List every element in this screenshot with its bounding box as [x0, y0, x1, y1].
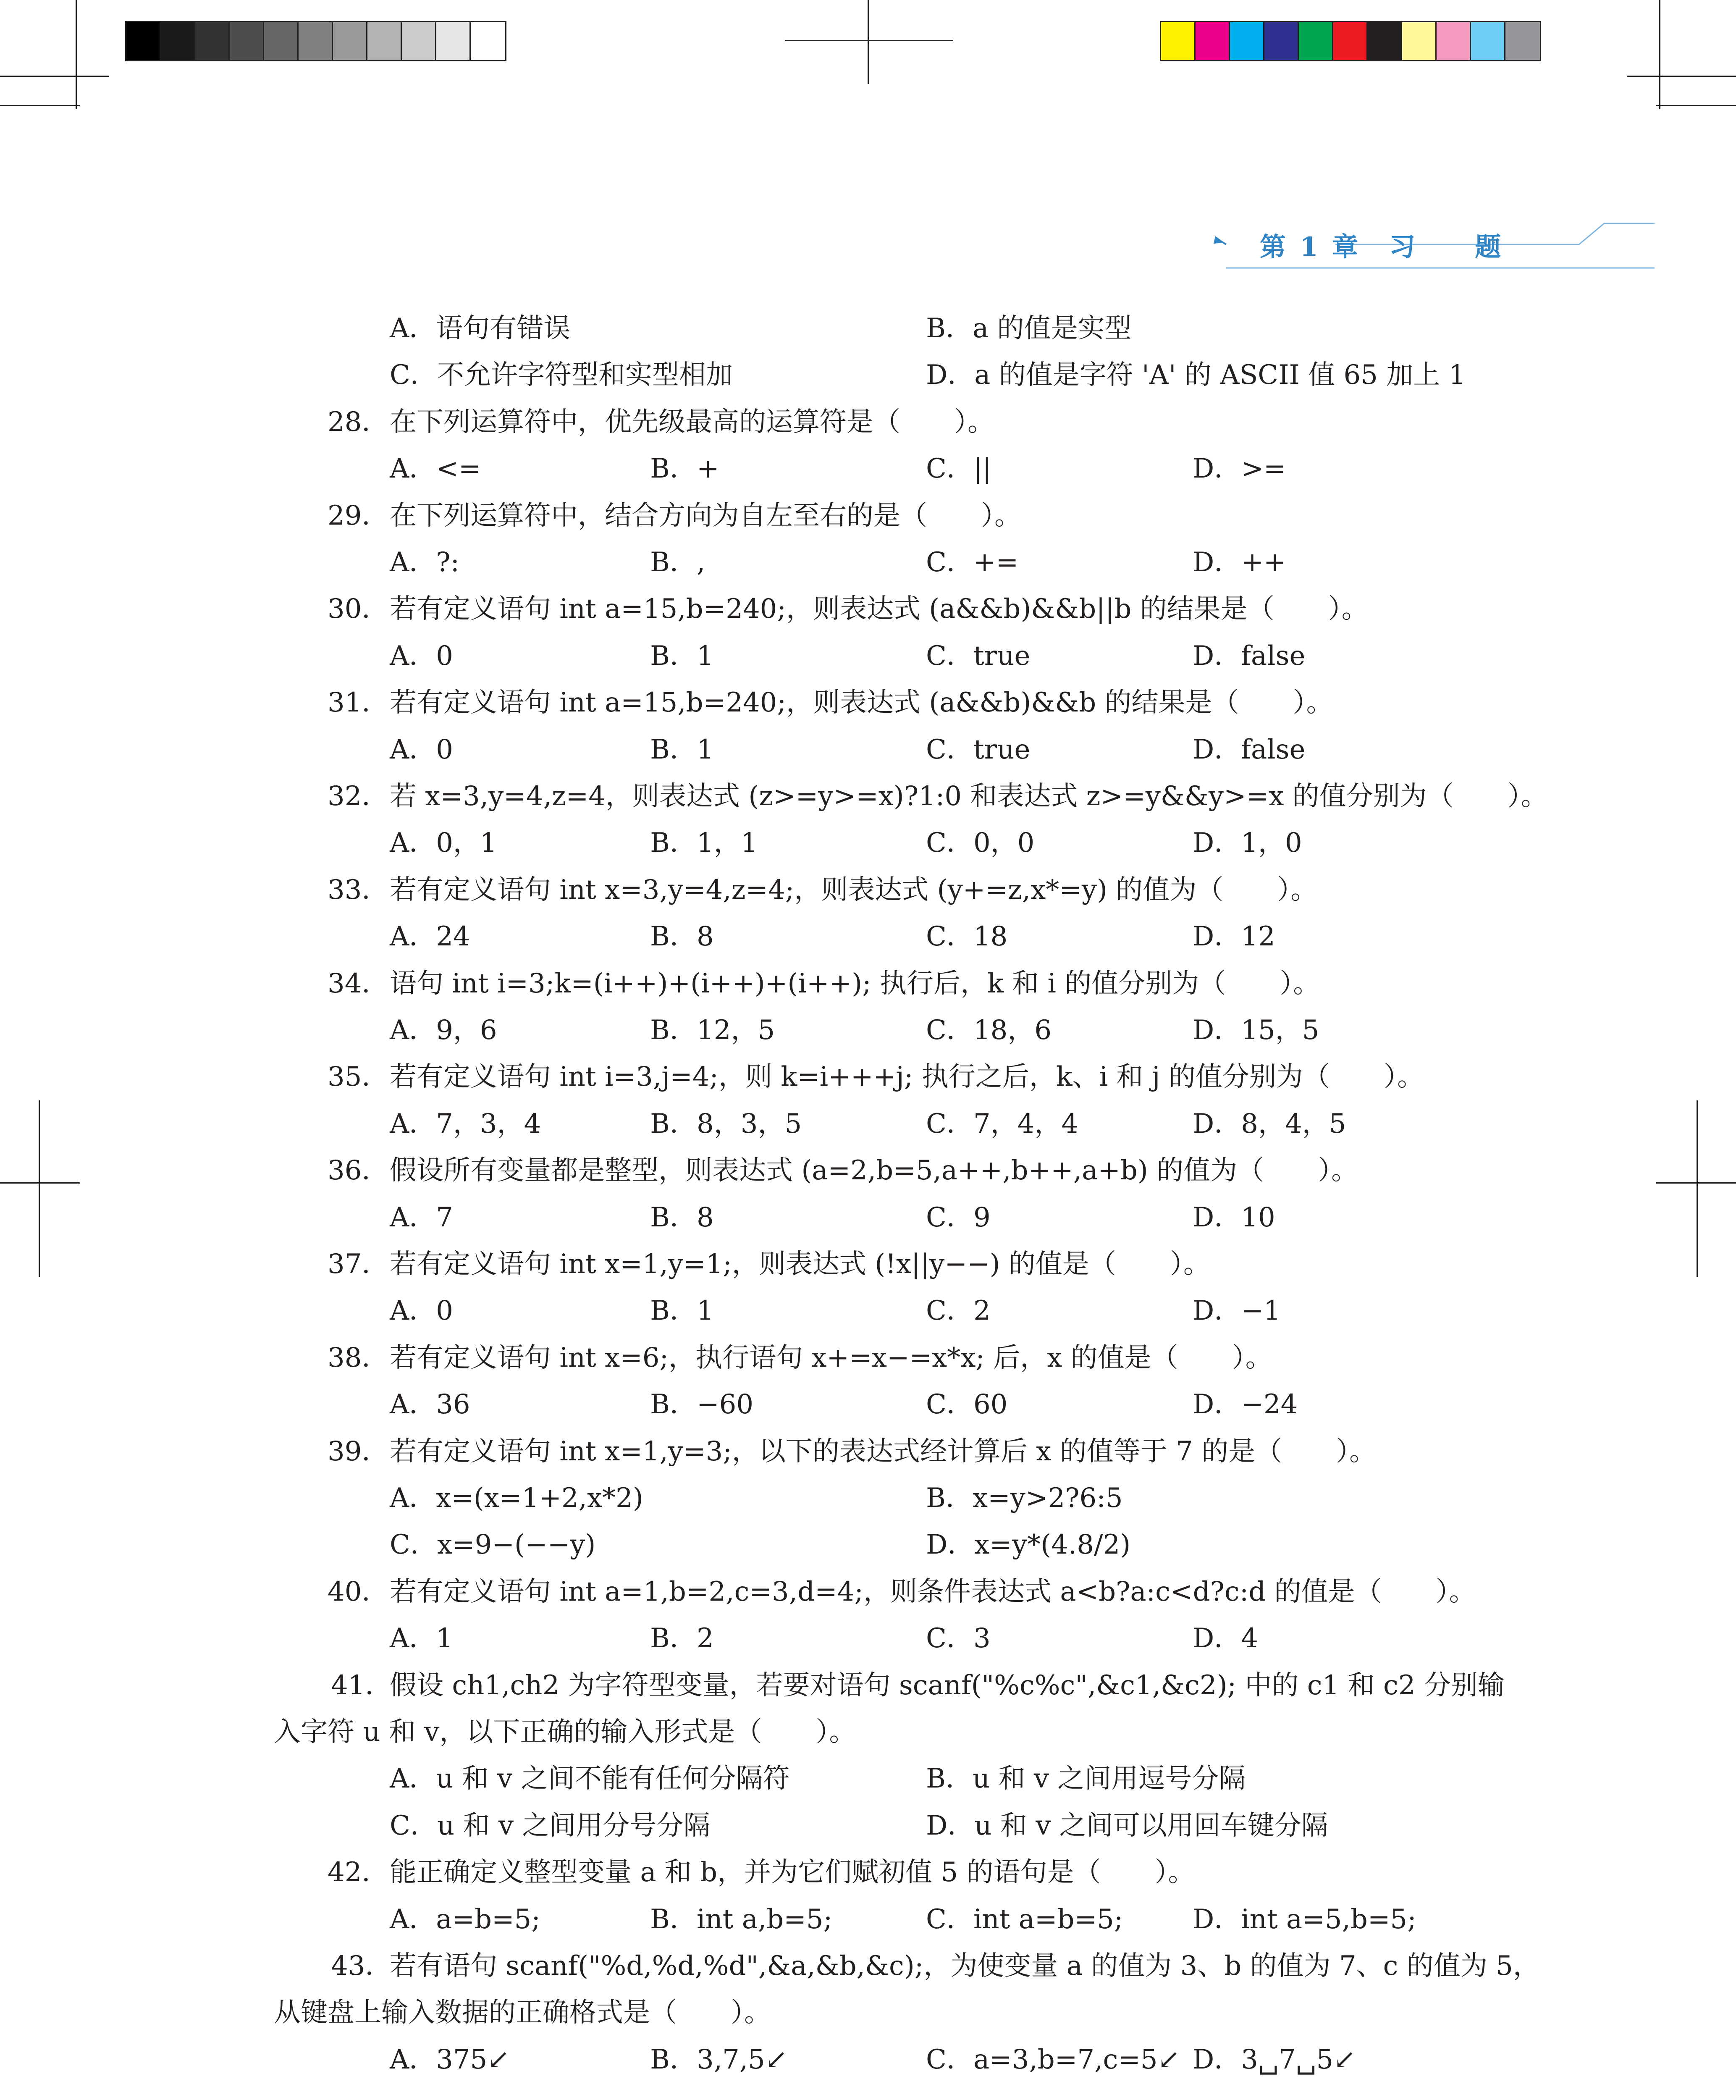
- question-number: 28．: [328, 407, 389, 438]
- question-number: 35．: [328, 1061, 389, 1092]
- answer-option: B．1，1: [650, 827, 758, 858]
- answer-option: A．u 和 v 之间不能有任何分隔符: [390, 1763, 790, 1794]
- answer-option: A．?:: [390, 547, 460, 578]
- question-text: 在下列运算符中，结合方向为自左至右的是（ ）。: [390, 500, 1021, 531]
- answer-option: C．+=: [926, 547, 1019, 578]
- answer-option: C．||: [926, 453, 992, 484]
- answer-option: D．x=y*(4.8/2): [926, 1529, 1131, 1560]
- question-text: 若有定义语句 int a=15,b=240;，则表达式 (a&&b)&&b 的结果是（ ）。: [390, 687, 1333, 718]
- question-number: 39．: [328, 1436, 389, 1467]
- chapter-title: 第 1 章 习 题: [1260, 231, 1504, 262]
- color-swatch: [161, 22, 195, 60]
- color-swatch: [1437, 22, 1471, 60]
- color-swatch: [195, 22, 230, 60]
- answer-option: C．x=9−(−−y): [390, 1529, 596, 1560]
- answer-option: B．1: [650, 734, 714, 765]
- color-swatch: [1299, 22, 1333, 60]
- answer-option: D．3␣7␣5↙: [1193, 2044, 1356, 2075]
- answer-option: B．8: [650, 921, 714, 952]
- answer-option: A．9，6: [390, 1015, 497, 1046]
- answer-option: A．x=(x=1+2,x*2): [390, 1483, 643, 1514]
- answer-option: B．1: [650, 1295, 714, 1326]
- answer-option: B．+: [650, 453, 719, 484]
- answer-option: A．7，3，4: [390, 1108, 541, 1139]
- question-text: 入字符 u 和 v，以下正确的输入形式是（ ）。: [274, 1717, 856, 1748]
- answer-option: D．12: [1193, 921, 1275, 952]
- answer-option: A．<=: [390, 453, 481, 484]
- color-swatch: [1505, 22, 1540, 60]
- answer-option: A．36: [390, 1389, 470, 1420]
- question-text: 若 x=3,y=4,z=4，则表达式 (z>=y>=x)?1:0 和表达式 z>=y&&y>=x 的值分别为（ ）。: [390, 781, 1548, 812]
- question-number: 34．: [328, 968, 389, 999]
- answer-option: C．int a=b=5;: [926, 1904, 1123, 1935]
- question-text: 能正确定义整型变量 a 和 b，并为它们赋初值 5 的语句是（ ）。: [390, 1857, 1195, 1888]
- answer-option: A．0: [390, 640, 453, 672]
- question-text: 若有定义语句 int a=1,b=2,c=3,d=4;，则条件表达式 a<b?a:c<d?c:d 的值是（ ）。: [390, 1576, 1476, 1607]
- answer-option: A．1: [390, 1623, 453, 1654]
- question-text: 若有定义语句 int x=1,y=1;，则表达式 (!x||y−−) 的值是（ ）。: [390, 1249, 1210, 1280]
- answer-option: D．a 的值是字符 'A' 的 ASCII 值 65 加上 1: [926, 360, 1466, 391]
- answer-option: C．3: [926, 1623, 991, 1654]
- answer-option: B．int a,b=5;: [650, 1904, 833, 1935]
- color-swatch: [333, 22, 367, 60]
- question-number: 36．: [328, 1155, 389, 1186]
- answer-option: C．60: [926, 1389, 1008, 1420]
- question-number: 32．: [328, 781, 389, 812]
- answer-option: D．−1: [1193, 1295, 1281, 1326]
- color-swatch: [126, 22, 161, 60]
- question-text: 在下列运算符中，优先级最高的运算符是（ ）。: [390, 407, 994, 438]
- question-number: 31．: [328, 687, 389, 718]
- color-swatch: [1230, 22, 1264, 60]
- question-number: 30．: [328, 593, 389, 625]
- answer-option: A．0，1: [390, 827, 497, 858]
- answer-option: B．2: [650, 1623, 714, 1654]
- question-number: 33．: [328, 874, 389, 906]
- question-text: 假设 ch1,ch2 为字符型变量，若要对语句 scanf("%c%c",&c1,&c2); 中的 c1 和 c2 分别输: [390, 1670, 1505, 1701]
- answer-option: C．9: [926, 1202, 991, 1233]
- answer-option: A．7: [390, 1202, 453, 1233]
- answer-option: B．8: [650, 1202, 714, 1233]
- color-swatch: [1333, 22, 1368, 60]
- answer-option: C．18: [926, 921, 1008, 952]
- answer-option: D．u 和 v 之间可以用回车键分隔: [926, 1810, 1328, 1841]
- question-text: 若有定义语句 int a=15,b=240;，则表达式 (a&&b)&&b||b 的结果是（ ）。: [390, 593, 1369, 625]
- answer-option: C．18，6: [926, 1015, 1052, 1046]
- answer-option: D．false: [1193, 640, 1306, 672]
- question-text: 从键盘上输入数据的正确格式是（ ）。: [274, 1997, 771, 2028]
- answer-option: C．true: [926, 640, 1031, 672]
- answer-option: A．0: [390, 1295, 453, 1326]
- answer-option: B．3,7,5↙: [650, 2044, 788, 2075]
- answer-option: C．2: [926, 1295, 991, 1326]
- question-text: 若有定义语句 int x=3,y=4,z=4;，则表达式 (y+=z,x*=y) 的值为（ ）。: [390, 874, 1318, 906]
- question-number: 37．: [328, 1249, 389, 1280]
- answer-option: D．10: [1193, 1202, 1275, 1233]
- question-number: 41．: [331, 1670, 392, 1701]
- color-swatch: [299, 22, 333, 60]
- answer-option: D．++: [1193, 547, 1286, 578]
- answer-option: D．false: [1193, 734, 1306, 765]
- answer-option: C．a=3,b=7,c=5↙: [926, 2044, 1180, 2075]
- question-number: 40．: [328, 1576, 389, 1607]
- color-swatch: [1161, 22, 1196, 60]
- answer-option: C．7，4，4: [926, 1108, 1079, 1139]
- answer-option: C．不允许字符型和实型相加: [390, 360, 733, 391]
- color-swatch: [436, 22, 471, 60]
- answer-option: A．24: [390, 921, 470, 952]
- question-text: 若有定义语句 int x=1,y=3;，以下的表达式经计算后 x 的值等于 7 的是（ ）。: [390, 1436, 1377, 1467]
- answer-option: D．15，5: [1193, 1015, 1319, 1046]
- answer-option: B．,: [650, 547, 705, 578]
- question-text: 若有定义语句 int i=3,j=4;，则 k=i+++j; 执行之后，k、i 和 j 的值分别为（ ）。: [390, 1061, 1424, 1092]
- answer-option: B．1: [650, 640, 714, 672]
- question-text: 若有定义语句 int x=6;，执行语句 x+=x−=x*x; 后，x 的值是（ ）。: [390, 1342, 1272, 1373]
- color-swatch: [402, 22, 436, 60]
- color-swatch: [367, 22, 402, 60]
- question-number: 29．: [328, 500, 389, 531]
- color-swatch: [264, 22, 299, 60]
- question-text: 若有语句 scanf("%d,%d,%d",&a,&b,&c);，为使变量 a 的值为 3、b 的值为 7、c 的值为 5，: [390, 1950, 1540, 1982]
- answer-option: B．8，3，5: [650, 1108, 802, 1139]
- answer-option: D．8，4，5: [1193, 1108, 1346, 1139]
- answer-option: A．a=b=5;: [390, 1904, 540, 1935]
- answer-option: B．−60: [650, 1389, 754, 1420]
- answer-option: B．u 和 v 之间用逗号分隔: [926, 1763, 1246, 1794]
- answer-option: B．x=y>2?6:5: [926, 1483, 1123, 1514]
- answer-option: C．u 和 v 之间用分号分隔: [390, 1810, 711, 1841]
- color-swatch: [471, 22, 505, 60]
- question-number: 42．: [328, 1857, 389, 1888]
- color-swatch-bar: [1160, 21, 1541, 61]
- question-number: 43．: [331, 1950, 392, 1982]
- color-swatch: [230, 22, 264, 60]
- answer-option: B．12，5: [650, 1015, 775, 1046]
- question-text: 语句 int i=3;k=(i++)+(i++)+(i++); 执行后，k 和 i 的值分别为（ ）。: [390, 968, 1320, 999]
- question-text: 假设所有变量都是整型，则表达式 (a=2,b=5,a++,b++,a+b) 的值为（ ）。: [390, 1155, 1358, 1186]
- answer-option: A．375↙: [390, 2044, 510, 2075]
- answer-option: D．−24: [1193, 1389, 1298, 1420]
- answer-option: A．0: [390, 734, 453, 765]
- answer-option: C．0，0: [926, 827, 1035, 858]
- color-swatch: [1196, 22, 1230, 60]
- answer-option: D．>=: [1193, 453, 1286, 484]
- color-swatch: [1368, 22, 1402, 60]
- answer-option: D．4: [1193, 1623, 1259, 1654]
- answer-option: D．int a=5,b=5;: [1193, 1904, 1416, 1935]
- chapter-header: [1209, 218, 1655, 269]
- color-swatch: [1471, 22, 1505, 60]
- answer-option: C．true: [926, 734, 1031, 765]
- color-swatch: [1264, 22, 1299, 60]
- color-swatch: [1402, 22, 1437, 60]
- answer-option: D．1，0: [1193, 827, 1302, 858]
- answer-option: A．语句有错误: [390, 313, 571, 344]
- answer-option: B．a 的值是实型: [926, 313, 1132, 344]
- question-number: 38．: [328, 1342, 389, 1373]
- gray-swatch-bar: [125, 21, 506, 61]
